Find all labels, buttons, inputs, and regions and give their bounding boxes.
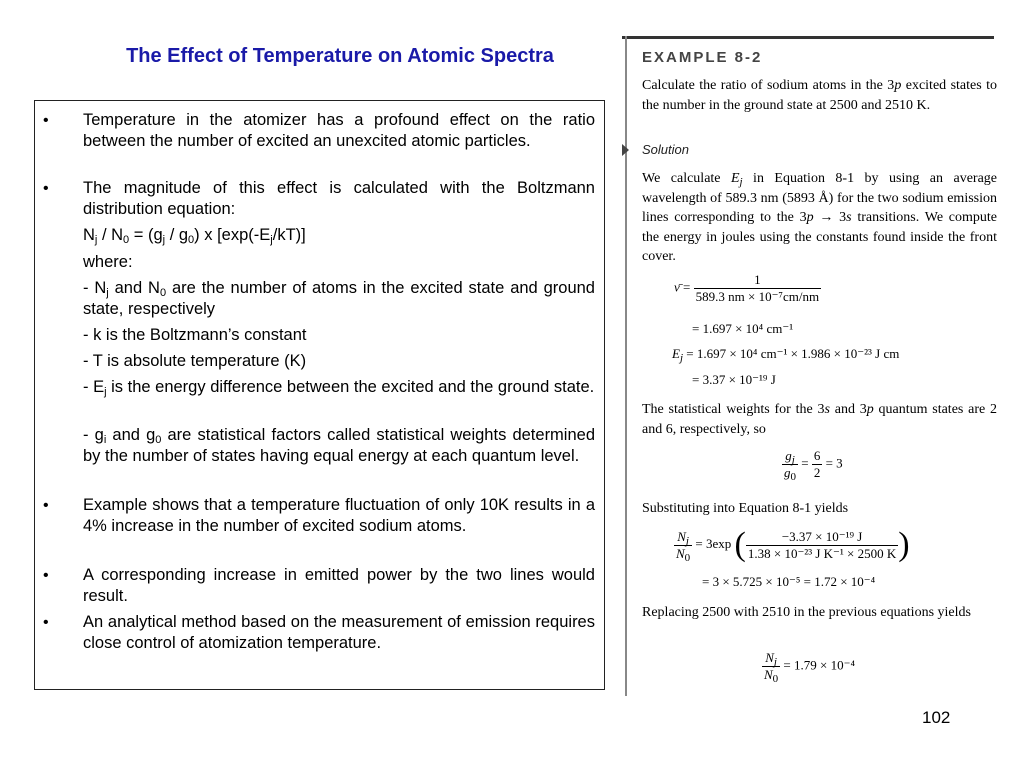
where-label: where:	[83, 253, 133, 271]
bullet-power: A corresponding increase in emitted power by the two lines would result.	[83, 566, 595, 605]
def-g: - $g_i$ and $g_0$ are statistical factors called statistical weights determined by the number of states having equal energy at each quantum level.	[83, 426, 596, 465]
def-n: - $N_j$ and $N_0$ are the number of atoms in the excited state and ground state, respectively	[83, 279, 595, 318]
def-e: - $E_j$ is the energy difference between the excited and the ground state.	[83, 378, 595, 398]
ej-value: = 3.37 × 10⁻¹⁹ J	[692, 372, 776, 387]
nu-value: = 1.697 × 10⁴ cm⁻¹	[692, 321, 794, 336]
example-panel	[622, 36, 998, 696]
page-number: 102	[922, 708, 951, 727]
solution-marker-icon	[622, 144, 629, 156]
weights-paragraph: The statistical weights for the 3s and 3p quantum states are 2 and 6, respectively, so	[642, 402, 998, 437]
weights-ratio: $\frac{g_j}{g_0}$ = $\frac{6}{2}$ = 3	[784, 448, 843, 483]
bullet-magnitude: The magnitude of this effect is calculated with the Boltzmann distribution equation:	[83, 179, 595, 218]
ratio-result: = 3 × 5.725 × 10⁻⁵ = 1.72 × 10⁻⁴	[702, 574, 876, 589]
bullet-dot: •	[43, 180, 49, 197]
nu-equation: ν̄ = $\frac{1}{\text{589.3 nm × 10⁻⁷cm/nm}}$	[674, 272, 820, 304]
slide-title: The Effect of Temperature on Atomic Spectra	[126, 45, 554, 67]
substituting-text: Substituting into Equation 8-1 yields	[642, 501, 849, 516]
bullet-dot: •	[43, 112, 49, 129]
example-problem: Calculate the ratio of sodium atoms in the 3p excited states to the number in the ground state at 2500 and 2510 K.	[642, 78, 997, 113]
panel-left-rule	[625, 36, 627, 696]
bullet-dot: •	[43, 614, 49, 631]
bullet-dot: •	[43, 567, 49, 584]
ratio-equation: $\frac{N_j}{N_0}$ = 3exp ( $\frac{\text{−3.37 × 10⁻¹⁹ J}}{\text{1.38 × 10⁻²³ J K⁻¹ × 2500 K}}$ )	[676, 526, 910, 564]
solution-paragraph: We calculate $E_j$ in Equation 8-1 by using an average wavelength of 589.3 nm (5893 Å) for the two sodium emission lines corresponding to the 3p → 3s transitions. We compute the energy in joules using the constants found inside the front cover.	[642, 171, 998, 264]
replacing-text: Replacing 2500 with 2510 in the previous equations yields	[642, 605, 971, 620]
def-t: - T is absolute temperature (K)	[83, 352, 307, 370]
bullet-analytical: An analytical method based on the measurement of emission requires close control of atomization temperature.	[83, 613, 595, 652]
ej-equation: $E_j = 1.697 \times 10^4$ cm⁻¹ × 1.986 × 10⁻²³ J cm	[672, 346, 900, 364]
bullet-example: Example shows that a temperature fluctuation of only 10K results in a 4% increase in the number of excited sodium atoms.	[83, 496, 595, 535]
bullet-temperature: Temperature in the atomizer has a profound effect on the ratio between the number of excited an unexcited atomic particles.	[83, 111, 595, 150]
example-heading: EXAMPLE 8-2	[642, 49, 763, 66]
solution-label: Solution	[642, 142, 689, 157]
bullet-dot: •	[43, 497, 49, 514]
def-k: - k is the Boltzmann’s constant	[83, 326, 307, 344]
ratio-result-2510: $\frac{N_j}{N_0}$ = 1.79 × 10⁻⁴	[764, 650, 855, 685]
panel-top-rule	[622, 36, 994, 39]
